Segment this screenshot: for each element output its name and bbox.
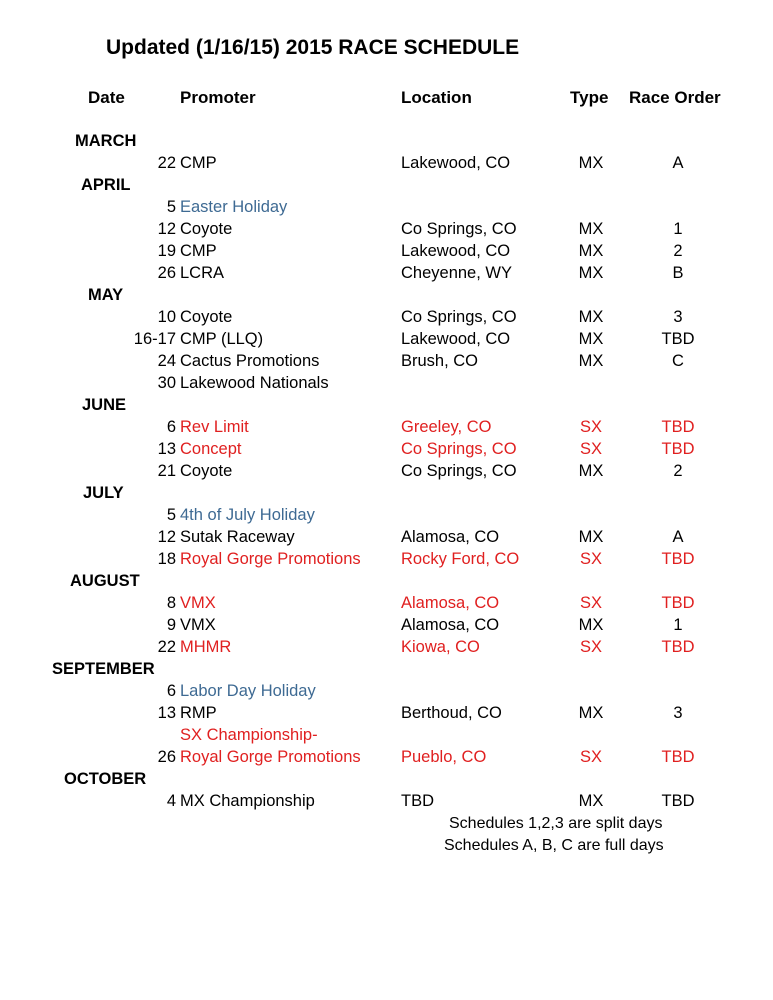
header-date: Date [88,88,125,107]
date-cell: 24 [157,352,176,370]
month-label: APRIL [81,176,131,194]
location-cell: TBD [401,792,434,810]
date-cell: 18 [157,550,176,568]
page-title: Updated (1/16/15) 2015 RACE SCHEDULE [106,36,520,59]
date-cell: 5 [166,506,176,524]
promoter-cell: Rev Limit [180,418,249,436]
table-row [0,218,773,240]
race-order-cell: 3 [673,308,683,326]
header-promoter: Promoter [180,88,256,107]
race-order-cell: 2 [673,462,683,480]
promoter-cell: CMP [180,242,217,260]
type-cell: MX [578,616,604,634]
type-cell: MX [578,242,604,260]
type-cell: SX [579,594,602,612]
type-cell: MX [578,264,604,282]
race-order-cell: TBD [661,330,695,348]
table-row [0,152,773,174]
type-cell: MX [578,330,604,348]
location-cell: Kiowa, CO [401,638,480,656]
date-cell: 12 [157,220,176,238]
date-cell: 22 [157,638,176,656]
race-order-cell: TBD [661,748,695,766]
type-cell: MX [578,462,604,480]
promoter-cell: Concept [180,440,242,458]
schedule-table [0,130,773,812]
date-cell: 19 [157,242,176,260]
promoter-cell: MHMR [180,638,232,656]
promoter-cell: Lakewood Nationals [180,374,329,392]
location-cell: Alamosa, CO [401,528,500,546]
table-row [0,372,773,394]
promoter-cell: LCRA [180,264,225,282]
table-row [0,702,773,724]
promoter-cell: Labor Day Holiday [180,682,316,700]
table-row [0,306,773,328]
race-order-cell: A [672,528,684,546]
race-order-cell: C [672,352,684,370]
type-cell: MX [578,220,604,238]
table-row [0,636,773,658]
date-cell: 6 [166,682,176,700]
type-cell: MX [578,528,604,546]
promoter-cell: VMX [180,616,216,634]
race-order-cell: B [672,264,684,282]
race-order-cell: TBD [661,638,695,656]
location-cell: Co Springs, CO [401,220,517,238]
table-row [0,416,773,438]
month-label: MAY [88,286,124,304]
date-cell: 6 [166,418,176,436]
race-order-cell: TBD [661,792,695,810]
header-race-order: Race Order [629,88,721,107]
type-cell: MX [578,704,604,722]
type-cell: SX [579,418,602,436]
type-cell: SX [579,550,602,568]
location-cell: Brush, CO [401,352,479,370]
month-row [0,768,773,790]
promoter-cell: Sutak Raceway [180,528,295,546]
date-cell: 9 [166,616,176,634]
location-cell: Pueblo, CO [401,748,487,766]
month-row [0,482,773,504]
date-cell: 8 [166,594,176,612]
date-cell: 5 [166,198,176,216]
table-row [0,504,773,526]
schedule-note-split: Schedules 1,2,3 are split days [449,815,663,832]
type-cell: MX [578,792,604,810]
table-row [0,614,773,636]
month-row [0,570,773,592]
promoter-cell: Easter Holiday [180,198,288,216]
type-cell: MX [578,308,604,326]
race-order-cell: 1 [673,616,683,634]
location-cell: Co Springs, CO [401,308,517,326]
month-row [0,658,773,680]
promoter-cell: Coyote [180,220,233,238]
location-cell: Alamosa, CO [401,594,500,612]
date-cell: 16-17 [133,330,176,348]
table-row [0,746,773,768]
date-cell: 4 [166,792,176,810]
promoter-cell: Royal Gorge Promotions [180,748,361,766]
header-type: Type [570,88,609,107]
location-cell: Lakewood, CO [401,154,511,172]
header-location: Location [401,88,472,107]
type-cell: SX [579,440,602,458]
promoter-cell: CMP (LLQ) [180,330,264,348]
date-cell: 13 [157,704,176,722]
table-row [0,592,773,614]
table-row [0,262,773,284]
promoter-cell: Coyote [180,308,233,326]
month-label: JULY [83,484,124,502]
month-row [0,130,773,152]
table-row [0,548,773,570]
promoter-cell: CMP [180,154,217,172]
date-cell: 22 [157,154,176,172]
table-row [0,460,773,482]
location-cell: Berthoud, CO [401,704,502,722]
race-order-cell: 2 [673,242,683,260]
date-cell: 26 [157,264,176,282]
table-row [0,438,773,460]
date-cell: 26 [157,748,176,766]
table-row [0,526,773,548]
promoter-cell: Royal Gorge Promotions [180,550,361,568]
location-cell: Lakewood, CO [401,330,511,348]
month-label: OCTOBER [64,770,147,788]
promoter-cell: MX Championship [180,792,315,810]
month-label: JUNE [82,396,127,414]
table-row [0,328,773,350]
location-cell: Cheyenne, WY [401,264,512,282]
location-cell: Greeley, CO [401,418,492,436]
table-row [0,350,773,372]
location-cell: Co Springs, CO [401,462,517,480]
type-cell: SX [579,638,602,656]
race-order-cell: TBD [661,418,695,436]
race-order-cell: 3 [673,704,683,722]
month-label: AUGUST [70,572,140,590]
type-cell: MX [578,352,604,370]
table-row [0,240,773,262]
table-row [0,724,773,746]
schedule-note-full: Schedules A, B, C are full days [444,837,664,854]
race-order-cell: 1 [673,220,683,238]
date-cell: 10 [157,308,176,326]
promoter-cell: Cactus Promotions [180,352,320,370]
month-row [0,284,773,306]
date-cell: 30 [157,374,176,392]
date-cell: 13 [157,440,176,458]
table-row [0,790,773,812]
promoter-cell: VMX [180,594,216,612]
month-label: MARCH [75,132,137,150]
race-order-cell: TBD [661,550,695,568]
table-row [0,680,773,702]
promoter-cell: RMP [180,704,217,722]
location-cell: Rocky Ford, CO [401,550,520,568]
location-cell: Lakewood, CO [401,242,511,260]
promoter-cell: Coyote [180,462,233,480]
type-cell: SX [579,748,602,766]
month-row [0,394,773,416]
type-cell: MX [578,154,604,172]
date-cell: 21 [157,462,176,480]
month-row [0,174,773,196]
table-row [0,196,773,218]
race-order-cell: TBD [661,440,695,458]
promoter-cell: 4th of July Holiday [180,506,315,524]
month-label: SEPTEMBER [52,660,155,678]
promoter-cell: SX Championship- [180,726,318,744]
race-order-cell: TBD [661,594,695,612]
location-cell: Alamosa, CO [401,616,500,634]
date-cell: 12 [157,528,176,546]
location-cell: Co Springs, CO [401,440,517,458]
race-order-cell: A [672,154,684,172]
